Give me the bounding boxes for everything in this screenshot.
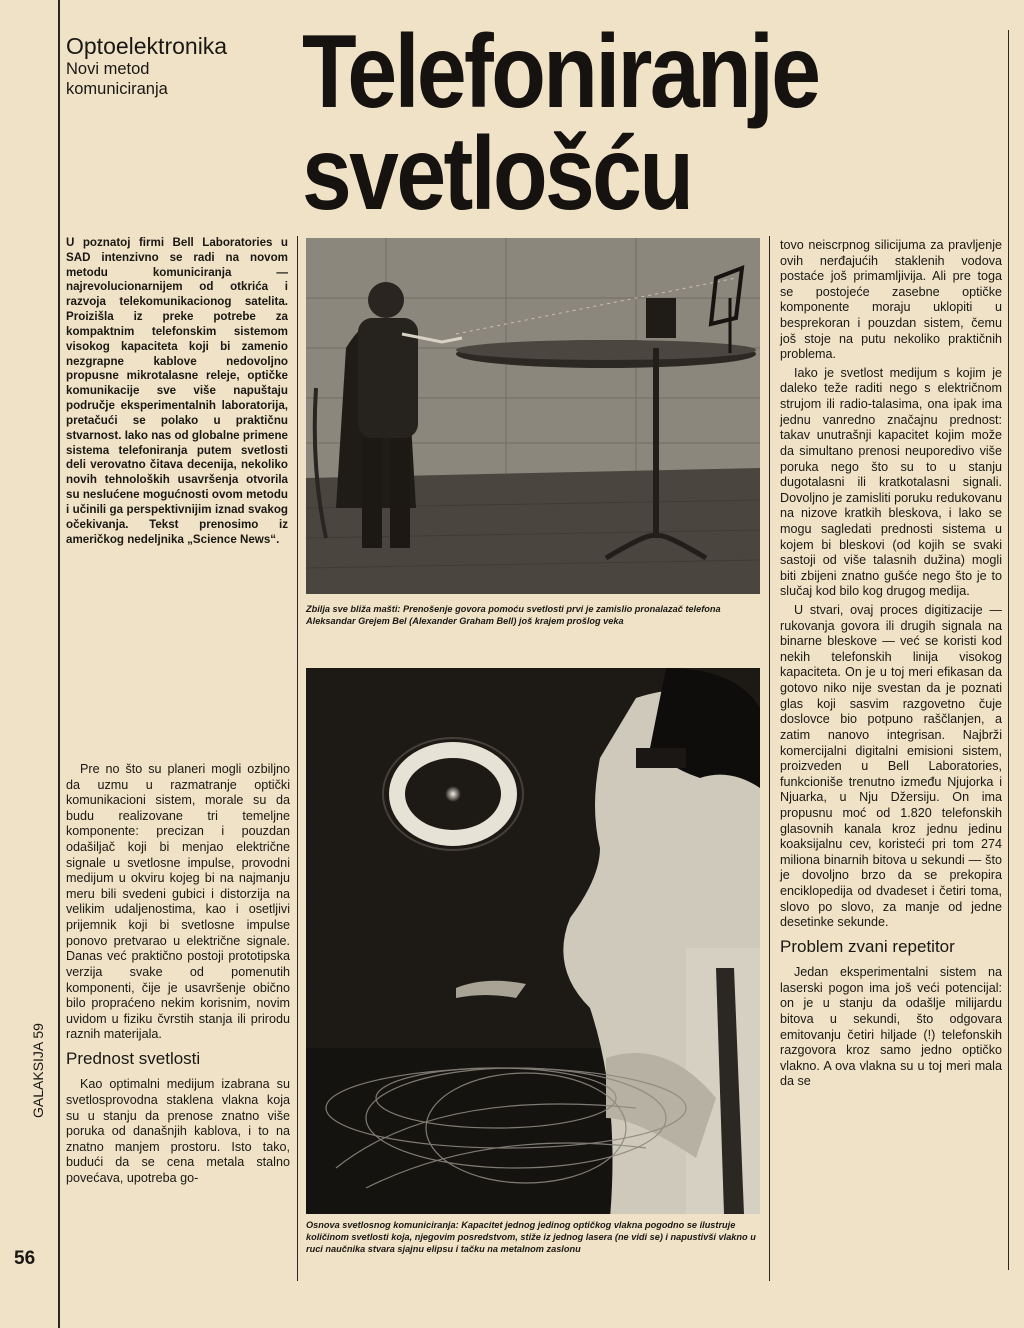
page-rule-left: [58, 0, 60, 1328]
lead-paragraph: U poznatoj firmi Bell Laboratories u SAD intenzivno se radi na novom metodu komuniciranja — najrevolucionarnijem od otkrića i razvoja telekomunikacionog satelita. Proizišla iz preke potrebe za kompaktnim telefonskim sistemom visokog kapaciteta koji bi zamenio nezgrapne kablove nedovoljno propusne mikrotalasne releje, optičke komunikacije sve više napuštaju područje eksperimentalnih laboratorija, pretačući se polako u praktičnu stvarnost. Iako nas od globalne primene sistema telefoniranja putem svetlosti deli verovatno čitava decenija, nekoliko novih tehnoloških usavršenja otvorila su neslućene mogućnosti ovom metodu i učinili ga perspektivnijim iznad svakog očekivanja. Tekst prenosimo iz američkog nedeljnika „Science News“.: [66, 236, 288, 546]
headline-line-2: svetlošću: [302, 115, 692, 232]
subheading-prednost-svetlosti: Prednost svetlosti: [66, 1048, 201, 1068]
magazine-issue-label: GALAKSIJA 59: [30, 1023, 46, 1118]
right-paragraph-4: Jedan eksperimentalni sistem na laserski pogon ima još veći potencijal: on je u stanju da odašlje milijardu bitova u sekundi, što odgovara emitovanju četiri hiljade (!) telefonskih razgovora kroz samo jedno optičko vlakno. A ova vlakna su u toj meri mala da se: [780, 965, 1002, 1089]
subheading-problem-repetitor: Problem zvani repetitor: [780, 936, 955, 956]
headline: [302, 14, 914, 232]
photo-1-caption: Zbilja sve bliža mašti: Prenošenje govora pomoću svetlosti prvi je zamislio pronalazač telefona Aleksandar Grejem Bel (Alexander Graham Bell) još krajem prošlog veka: [306, 604, 721, 626]
headline-line-1: Telefoniranje: [302, 14, 819, 130]
section-label: Optoelektronika: [66, 33, 228, 59]
right-paragraph-1: tovo neiscrpnog silicijuma za pravljenje ovih nerđajućih staklenih vodova postaće još primamljivija. Ali pre toga se postojeće zasebne optičke komponente moraju uklopiti u besprekoran i pouzdan sistem, čemu još stoje na putu nekoliko praktičnih problema.: [780, 238, 1002, 362]
right-paragraph-2: Iako je svetlost medijum s kojim je daleko teže raditi nego s električnom strujom ili radio-talasima, ona ipak ima jednu vanredno značajnu prednost: takav unutrašnji kapacitet kojim može da simultano prenosi neuporedivo više poruka nego što su to u stanju dugotalasni ili kratkotalasni signali. Dovoljno je zamisliti poruku redukovanu na nizove kratkih bleskova, i lako se mogu sagledati prednosti sistema u kojem bi bleskovi (od kojih se svaki sastoji od više talasnih dužina) mogli biti zbijeni znatno gušće nego što je to slučaj kod bilo kog drugog medija.: [780, 365, 1002, 599]
page-number: 56: [14, 1248, 36, 1269]
left-paragraph-1: Pre no što su planeri mogli ozbiljno da uzmu u razmatranje optički komunikacioni sistem, morale su da budu realizovane tri temeljne komponente: precizan i pouzdan odašiljač koji bi menjao električne signale u svetlosne impulse, provodni medijum u okviru kojeg bi na najmanju meru bili svedeni gubici i distorzija na velikim udaljenostima, kao i osetljivi prijemnik koji bi svetlosne impulse ponovo pretvarao u električne signale. Danas već praktično postoji prototipska verzija svake od pomenutih komponenti, čije je usavršenje obično bilo propraćeno nekim korisnim, novim uvidom u fiziku čvrstih stanja ili prirodu raznih materijala.: [66, 762, 290, 1042]
optical-fiber-illustration: [306, 668, 760, 1214]
photo-bell-photophone: [306, 238, 760, 594]
left-paragraph-2: Kao optimalni medijum izabrana su svetlosprovodna staklena vlakna koja su u stanju da prenose znatno više poruka od današnjih kablova, i to na znatno manjem prostoru. Isto tako, budući da se cena metala stalno povećava, upotreba go-: [66, 1077, 290, 1186]
column-rule-right: [1008, 30, 1009, 1270]
right-column: [780, 238, 1002, 1093]
photo-2-caption: Osnova svetlosnog komuniciranja: Kapacitet jednog jedinog optičkog vlakna pogodno se ilustruje količinom svetlosti koja, njegovim posredstvom, stiže iz jednog lasera (ne vidi se) i napustivši vlakno u ruci naučnika stvara sjajnu elipsu i tačku na metalnom zaslonu: [306, 1220, 756, 1254]
photophone-illustration: [306, 238, 760, 594]
section-subtitle: Novi metod komuniciranja: [66, 60, 168, 98]
column-rule-1: [297, 236, 298, 1281]
column-rule-2: [769, 236, 770, 1281]
photo-optical-fiber: [306, 668, 760, 1214]
right-paragraph-3: U stvari, ovaj proces digitizacije — rukovanja govora ili drugih signala na binarne bleskove — već se koristi kod nekih telefonskih linija visokog kapaciteta. On je u toj meri efikasan da gotovo niko nije svestan da je poznati glas koji sasvim razgovetno čuje doslovce bio potpuno raščlanjen, a zatim nanovo integrisan. Najbrži komercijalni digitalni emisioni sistem, proizveden u Bell Laboratories, funkcioniše trenutno između Njujorka i Njuarka, u Nju Džersiju. On ima propusnu moć od 1.820 telefonskih glasovnih kanala kroz jednu jedinu koaksijalnu cev, koristeći pri tom 274 miliona binarnih bitova u sekundi — što je dovoljno brzo da se prekopira enciklopedija od dvadeset i četiri toma, slovo po slovo, za manje od jedne desetinke sekunde.: [780, 603, 1002, 930]
left-column: [66, 762, 290, 1190]
